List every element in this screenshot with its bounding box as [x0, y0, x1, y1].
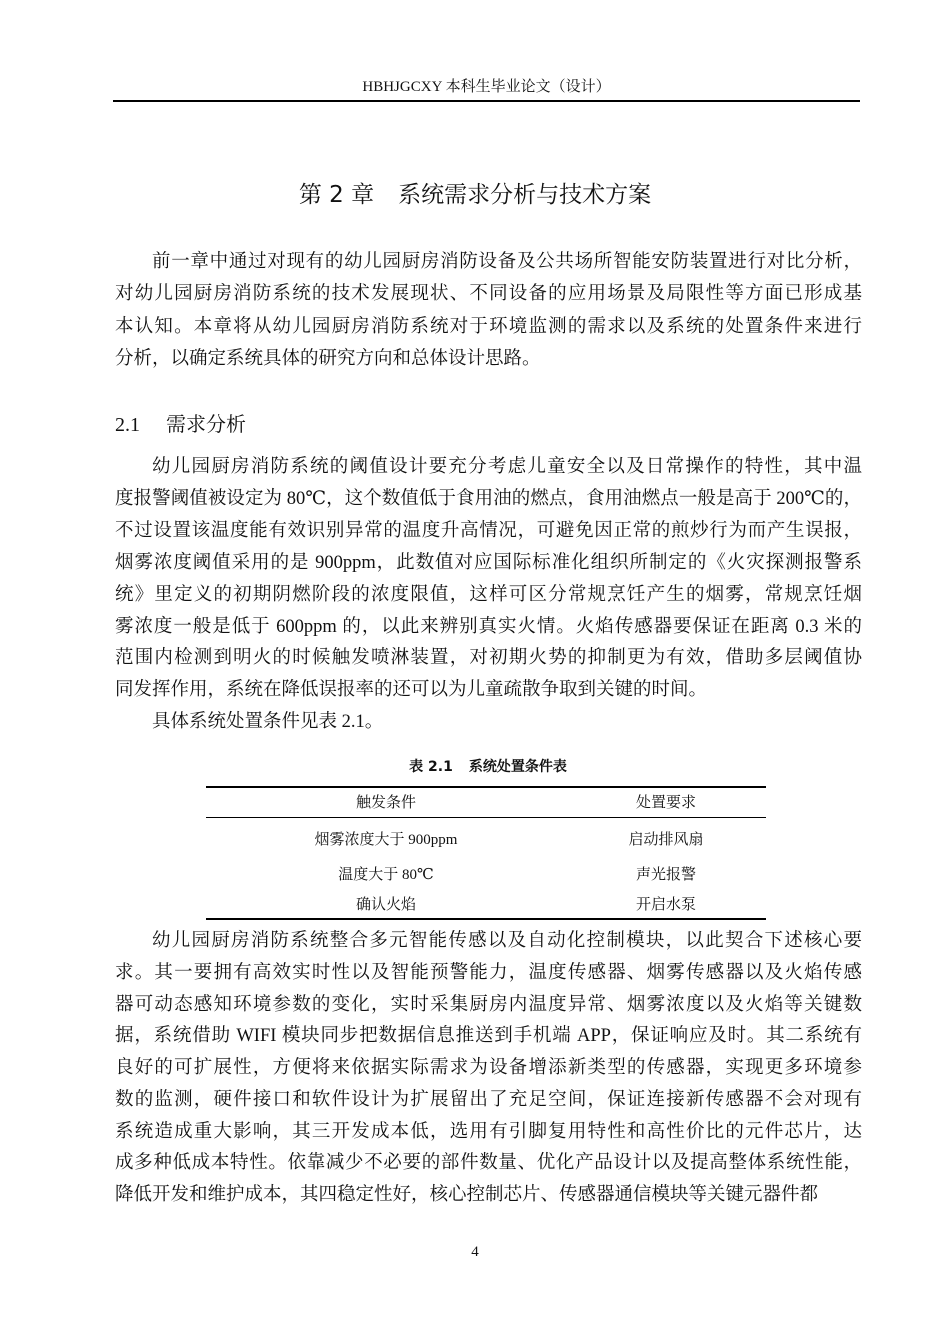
- paragraph-line: 范围内检测到明火的时候触发喷淋装置，对初期火势的抑制更为有效，借助多层阈值协: [115, 648, 862, 669]
- table-top-rule: [206, 786, 766, 788]
- table-cell-action: 开启水泵: [635, 897, 696, 913]
- paragraph-line: 系统造成重大影响，其三开发成本低，选用有引脚复用特性和高性价比的元件芯片，达: [115, 1121, 862, 1142]
- table-cell-action: 启动排风扇: [628, 832, 704, 848]
- table-caption-title: 系统处置条件表: [468, 759, 567, 775]
- table-caption-number: 表 2.1: [409, 759, 453, 775]
- page-number: 4: [471, 1244, 479, 1260]
- paragraph-line: 本认知。本章将从幼儿园厨房消防系统对于环境监测的需求以及系统的处置条件来进行: [115, 316, 862, 337]
- table-header-action: 处置要求: [635, 795, 696, 811]
- paragraph-line: 具体系统处置条件见表 2.1。: [152, 712, 384, 732]
- paragraph-line: 不过设置该温度能有效识别异常的温度升高情况，可避免因正常的煎炒行为而产生误报，: [115, 520, 862, 541]
- chapter-title: [0, 180, 950, 210]
- chapter-title-text: 系统需求分析与技术方案: [398, 182, 652, 208]
- table-header-trigger: 触发条件: [355, 795, 416, 811]
- table-cell-action: 声光报警: [635, 867, 696, 883]
- paragraph-line: 分析，以确定系统具体的研究方向和总体设计思路。: [115, 348, 541, 369]
- paragraph-line: 度报警阈值被设定为 80℃，这个数值低于食用油的燃点，食用油燃点一般是高于 200℃的，: [115, 488, 862, 509]
- paragraph-line: 降低开发和维护成本，其四稳定性好，核心控制芯片、传感器通信模块等关键元器件都: [115, 1185, 819, 1205]
- paragraph-line: 对幼儿园厨房消防系统的技术发展现状、不同设备的应用场景及局限性等方面已形成基: [115, 284, 862, 305]
- running-header: HBHJGCXY 本科生毕业论文（设计）: [362, 79, 611, 95]
- table-cell-trigger: 确认火焰: [355, 897, 416, 913]
- header-rule: [113, 100, 860, 102]
- paragraph-line: 幼儿园厨房消防系统的阈值设计要充分考虑儿童安全以及日常操作的特性，其中温: [152, 457, 862, 477]
- section-number: 2.1: [115, 414, 140, 436]
- paragraph-line: 统》里定义的初期阴燃阶段的浓度限值，这样可区分常规烹饪产生的烟雾，常规烹饪烟: [115, 584, 862, 605]
- paragraph-line: 成多种低成本特性。依靠减少不必要的部件数量、优化产品设计以及提高整体系统性能，: [115, 1153, 862, 1174]
- chapter-number: 第 2 章: [298, 182, 375, 208]
- paragraph-line: 幼儿园厨房消防系统整合多元智能传感以及自动化控制模块，以此契合下述核心要: [152, 931, 862, 951]
- paragraph-line: 雾浓度一般是低于 600ppm 的，以此来辨别真实火情。火焰传感器要保证在距离 0.3 米的: [115, 616, 862, 637]
- table-caption: [0, 756, 950, 778]
- table-bottom-rule: [206, 918, 766, 920]
- paragraph-line: 同发挥作用，系统在降低误报率的还可以为儿童疏散争取到关键的时间。: [115, 680, 708, 701]
- paragraph-line: 数的监测，硬件接口和软件设计为扩展留出了充足空间，保证连接新传感器不会对现有: [115, 1089, 862, 1110]
- table-cell-trigger: 烟雾浓度大于 900ppm: [314, 832, 458, 848]
- paragraph-line: 烟雾浓度阈值采用的是 900ppm，此数值对应国际标准化组织所制定的《火灾探测报警系: [115, 552, 862, 573]
- paragraph-line: 据，系统借助 WIFI 模块同步把数据信息推送到手机端 APP，保证响应及时。其二系统有: [115, 1026, 862, 1047]
- table-header-rule: [206, 817, 766, 818]
- paragraph-line: 器可动态感知环境参数的变化，实时采集厨房内温度异常、烟雾浓度以及火焰等关键数: [115, 994, 862, 1015]
- table-cell-trigger: 温度大于 80℃: [338, 867, 434, 883]
- section-heading: [115, 410, 246, 439]
- section-title: 需求分析: [166, 412, 246, 436]
- paragraph-line: 前一章中通过对现有的幼儿园厨房消防设备及公共场所智能安防装置进行对比分析，: [152, 252, 862, 272]
- paragraph-line: 求。其一要拥有高效实时性以及智能预警能力，温度传感器、烟雾传感器以及火焰传感: [115, 962, 862, 983]
- paragraph-line: 良好的可扩展性，方便将来依据实际需求为设备增添新类型的传感器，实现更多环境参: [115, 1058, 862, 1078]
